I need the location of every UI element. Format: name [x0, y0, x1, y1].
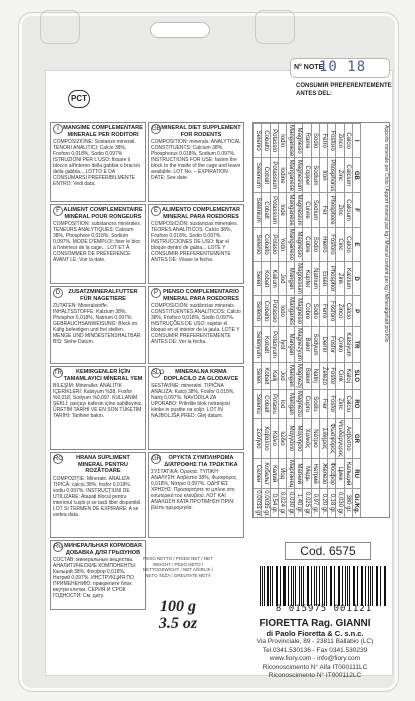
panel-lang-code: F — [53, 206, 63, 216]
table-cell: Kobalt — [262, 362, 270, 389]
table-cell: Potassium — [270, 193, 278, 227]
table-cell: Magneziu — [295, 390, 302, 417]
table-cell: Selénio — [254, 296, 262, 327]
barcode-bar — [377, 566, 378, 606]
barcode-bar — [368, 566, 369, 606]
table-cell: Zinco — [336, 296, 344, 327]
table-cell: Magnesium — [295, 263, 302, 295]
table-cell: Iron — [319, 158, 327, 193]
table-cell: Σελήνιο — [254, 418, 262, 458]
panel-lang-code: I — [53, 124, 63, 134]
table-cell: Manganese — [287, 125, 294, 157]
table-cell: Марганец — [287, 460, 294, 488]
table-cell: Φωσφόρος — [328, 418, 336, 458]
table-cell: Ασβέστιο — [344, 418, 352, 458]
table-cell: Çinko — [336, 327, 344, 363]
table-col-header: SLO — [352, 362, 360, 389]
table-heading: Apporto minerale per Chilo / Apport minéral par kg / Mineral content per kg / Mineralgehalt pro Kilo — [383, 125, 389, 343]
table-cell: Фосфор — [328, 459, 336, 489]
table-cell: İyot — [278, 327, 286, 363]
phone-line: Tel.0341.530136 - Fax 0341.530239 — [262, 646, 368, 654]
table-cell: Potassio — [270, 124, 278, 158]
table-cell: Χαλκός — [303, 418, 311, 458]
table-cell: Iodine — [278, 158, 286, 193]
net-weight-label: PESO NETTO / POIDS NET / NET WEIGHT / PESO NETO / NETTOGEWICHT / NET AĞIRLIK / NETO TEŽA / GREUTATE NETĂ — [142, 556, 214, 578]
table-cell: Selen — [254, 362, 262, 389]
table-cell: 0,025 gr. — [303, 489, 311, 518]
table-cell: Rame — [303, 124, 311, 158]
table-cell: Magnésium — [295, 194, 302, 226]
table-cell: Ιώδιο — [278, 418, 286, 458]
table-cell: Νάτριο — [311, 418, 319, 458]
table-cell: Fósforo — [328, 296, 336, 327]
barcode-bar — [288, 566, 289, 606]
table-cell: Sélénium — [254, 193, 262, 227]
table-cell: Fier — [319, 389, 327, 418]
table-cell: Seleniu — [254, 389, 262, 418]
table-cell: Κάλιο — [270, 418, 278, 458]
panel-e — [148, 204, 244, 284]
table-cell: Kobalt — [262, 262, 270, 296]
table-cell: Fosfor — [328, 389, 336, 418]
lot-box — [290, 58, 390, 78]
web-line: www.fiory.com - info@fiory.com — [269, 655, 361, 662]
panel-title: ZUSATZMINERALFUTTER FÜR NAGETIERE — [68, 289, 138, 302]
panel-tr — [50, 366, 146, 450]
barcode-bar — [334, 566, 335, 606]
barcode-bar — [276, 566, 277, 606]
panel-lang-code: RU — [54, 544, 63, 550]
panel-f — [50, 204, 146, 284]
barcode-bar — [370, 566, 371, 606]
table-cell: Selenio — [254, 124, 262, 158]
address-line: Via Provinciale, 89 - 23811 Ballabio (LC) — [256, 638, 374, 645]
brand-subtitle: di Paolo Fioretta & C. s.n.c. — [266, 629, 364, 638]
panel-lang-code: RO — [54, 456, 63, 462]
table-cell: Kalsiyum — [344, 327, 352, 363]
table-cell: Селен — [254, 459, 262, 489]
table-row — [336, 124, 344, 519]
panel-lang-code: D — [53, 288, 63, 298]
best-before-label: CONSUMIR PREFERENTEMENTE ANTES DEL: — [296, 83, 392, 97]
panel-body: COMPOZIȚIE: Minerale. ANALIZA TIPICĂ: calciu 38%, fosfor 0,018%, sodiu 0,097%. INSTRUCȚIUNI DE UTILIZARE: Atașați blocul pentru interiorul cuștii și se lasă liber disponibil. LOT SI TERMEN DE EXPIRARE: A se vedea data. — [53, 475, 142, 518]
table-cell: Magnezij — [295, 363, 302, 388]
table-cell: Phosphor — [328, 262, 336, 296]
panel-lang-code: P — [151, 288, 161, 298]
table-cell: Ferro — [319, 124, 327, 158]
panel-title: МИНЕРАЛЬНАЯ КОРМОВАЯ ДОБАВКА ДЛЯ ГРЫЗУНОВ — [64, 543, 142, 556]
table-cell: Kalij — [270, 362, 278, 389]
table-cell: Натрий — [311, 459, 319, 489]
table-cell: Йод — [278, 459, 286, 489]
table-cell: Iode — [278, 193, 286, 227]
table-cell: 0,030 gr. — [336, 489, 344, 518]
table-cell: Mangan — [287, 389, 295, 418]
table-col-header: Gr./Kg. — [352, 489, 360, 518]
table-cell: Μαγνήσιο — [295, 418, 303, 458]
table-cell: Cobalt — [262, 158, 270, 193]
table-cell: 380 gr. — [344, 489, 352, 518]
table-cell: Phosphore — [328, 193, 336, 227]
table-col-header: TR — [352, 327, 360, 363]
table-cell: Fosfor — [328, 362, 336, 389]
table-cell: Калий — [270, 459, 278, 489]
panel-title: ΟΡΥΚΤΑ ΣΥΜΠΛΗΡΩΜΑ ΔΙΑΤΡΟΦΗΣ ΓΙΑ ΤΡΩΚΤΙΚΑ — [164, 455, 238, 468]
table-cell: Fosforo — [328, 124, 336, 158]
panel-body: COMPOSICIÓN: sustancias minerales. TEORES ANALÍTICOS: Calcio 38%, Fósforo 0,018%, Sodio 0,097%. INSTRUCCIONES DE USO: fijar el bloque dentro de gabia... LOTE Y CONSUMIR PREFERENTEMENTE ANTES DE: Véase la fecha. — [151, 221, 238, 263]
panel-body: BİLEŞİM: Mineraller. ANALİTİK İÇERİKLERİ: Kalsiyum %38, Fosfor %0,018, Sodyum %0,097. KULLANIM ŞEKLİ: parçayı kafesin içine sabitleyiniz. ÜRETİM TARİHİ VE EN SON TÜKETİM TARİHİ: Tarihine bakın. — [53, 383, 143, 419]
table-cell: Calcium — [344, 193, 352, 227]
table-cell: Кальций — [344, 459, 352, 489]
barcode-bar — [384, 566, 385, 606]
table-cell: Кобальт — [262, 459, 270, 489]
table-cell: Mangan — [287, 327, 295, 363]
table-cell: Eisen — [319, 262, 327, 296]
table-cell: Fosfor — [328, 327, 336, 363]
table-cell: Cobre — [303, 227, 311, 261]
barcode-bar — [272, 566, 273, 606]
panel-body: ZUTATEN: Mineralstoffe. INHALTSSTOFFE: Kalzium 38%, Phosphor 0,018%, Natrium 0,097%. GEBRAUCHSANWEISUNG: Block im Käfig befestigen und frei stellen. MENGE UND MINDESTENSHALTBAR BIS: Siehe Datum. — [53, 303, 141, 345]
net-weight — [148, 598, 208, 632]
table-cell: 0,20 gr. — [319, 489, 327, 518]
table-cell: 0,97 gr. — [311, 489, 319, 518]
table-cell: Cobalto — [262, 296, 270, 327]
panel-body: SESTAVINE: mineralni. TIPIČNA ANALIZA: Kalcij 38%, Fosfor 0,018%, Natrij 0,097%. NAVODILA ZA UPORABO: Pritrdite blok notranjost kletke in pustite na voljo. LOT IN NAJBOLJŠA PRED: Glej datum. — [151, 383, 235, 419]
table-cell: Kobalt — [262, 327, 270, 363]
table-cell: Sódio — [311, 296, 319, 327]
barcode-bar — [316, 566, 317, 606]
table-cell: Potasio — [270, 227, 278, 261]
table-cell: Calcio — [344, 227, 352, 261]
table-cell: Zinc — [336, 193, 344, 227]
table-cell: Iodo — [278, 296, 286, 327]
table-cell: Calciu — [344, 389, 352, 418]
table-cell: Selenium — [254, 158, 262, 193]
table-cell: Μαγγάνιο — [287, 418, 295, 458]
table-cell: Kupfer — [303, 262, 311, 296]
table-cell: Selenyum — [254, 327, 262, 363]
panel-body: COMPOSITION: minerals. ANALYTICAL CONSTITUENTS: Calcium 38%, Phosphorus 0.018%, Sodium 0.097%. INSTRUCTIONS FOR USE: fasten the block to the inside of the cage and leave available. LOT No. – EXPIRATION DATE: See date. — [151, 139, 241, 181]
table-cell: Kalcij — [344, 362, 352, 389]
table-cell: Cuivre — [303, 193, 311, 227]
table-cell: Demir — [319, 327, 327, 363]
panel-title: ALIMENTO COMPLEMENTAR MINERAL PARA ROEDORES — [161, 207, 241, 220]
table-cell: 0,18 gr. — [328, 489, 336, 518]
table-col-header: GR — [352, 418, 360, 458]
table-row — [254, 124, 262, 519]
table-cell: Calcio — [344, 124, 352, 158]
table-cell: Cobalto — [262, 227, 270, 261]
panel-title: MINERAL DIET SUPPLEMENT FOR RODENTS — [161, 125, 241, 138]
approval-line-1: Riconoscimento N° Alfa IT000111LC — [262, 663, 368, 671]
table-row — [319, 124, 327, 519]
table-cell: Mangan — [287, 362, 295, 389]
barcode-bar — [361, 566, 362, 606]
table-cell: Sodio — [311, 124, 319, 158]
table-cell: Zinc — [336, 389, 344, 418]
table-cell: Zinco — [336, 124, 344, 158]
table-cell: Ψευδάργυρος — [336, 419, 343, 457]
table-cell: Zinc — [336, 158, 344, 193]
table-cell: Natrium — [311, 262, 319, 296]
table-cell: Железо — [319, 459, 327, 489]
table-col-header: D — [352, 262, 360, 296]
table-cell: Cobalto — [262, 124, 270, 158]
table-cell: 0,0033 gr. — [254, 490, 261, 517]
mineral-table — [253, 123, 361, 518]
table-cell: Κοβάλτιο — [262, 418, 270, 458]
table-cell: 0,030 gr. — [287, 489, 295, 518]
table-cell: 0,024 gr. — [278, 489, 286, 518]
table-cell: Potassium — [270, 158, 278, 193]
table-cell: Mangan — [287, 262, 295, 296]
lot-label: N° NOTE — [294, 64, 324, 71]
table-cell: Jod — [278, 362, 286, 389]
barcode-bar — [307, 566, 308, 606]
table-cell: Iod — [278, 389, 286, 418]
table-cell: Copper — [303, 158, 311, 193]
table-cell: Cink — [336, 362, 344, 389]
table-cell: Jod — [278, 262, 286, 296]
barcode-bar — [314, 566, 315, 606]
table-row — [278, 124, 286, 519]
table-cell: Медь — [303, 459, 311, 489]
panel-ru — [50, 540, 146, 610]
table-cell: 0,0035 gr. — [262, 490, 269, 517]
lot-value: 10 18 — [319, 59, 367, 75]
table-col-header: E — [352, 227, 360, 261]
table-col-header: I — [352, 124, 360, 158]
table-cell: Potasiu — [270, 389, 278, 418]
table-cell: Phosphorus — [328, 159, 335, 192]
table-cell: Cálcio — [344, 296, 352, 327]
table-cell: Manganèse — [287, 194, 294, 226]
panel-title: MINERALNA KRMA DOPLACILO ZA GLODAVCE — [163, 369, 239, 382]
table-cell: Цинк — [336, 459, 344, 489]
weight-grams: 100 g — [160, 598, 196, 615]
table-cell: Bakır — [303, 327, 311, 363]
table-row — [262, 124, 270, 519]
table-cell: Cobalt — [262, 389, 270, 418]
panel-title: KEMIRGENLER İÇİN TAMAMLAYICI MİNERAL YEM — [63, 369, 143, 382]
panel-lang-code: TR — [54, 370, 62, 376]
table-row — [287, 124, 295, 519]
table-cell: Cobre — [303, 296, 311, 327]
table-cell: Cupru — [303, 389, 311, 418]
panel-lang-code: GR — [152, 456, 161, 462]
table-cell: Ferro — [319, 296, 327, 327]
table-col-header: RO — [352, 389, 360, 418]
table-cell: Sodio — [311, 227, 319, 261]
table-cell: Sodyum — [311, 327, 319, 363]
table-cell: 1,40 gr. — [295, 489, 303, 518]
table-cell: Magnezyum — [295, 328, 302, 361]
table-cell: Magnesium — [295, 158, 303, 193]
table-cell: Manganeso — [287, 228, 294, 261]
certification-logo: PCT — [68, 90, 90, 108]
table-cell: Sodium — [311, 158, 319, 193]
table-col-header: GB — [352, 158, 360, 193]
table-cell: Fósforo — [328, 227, 336, 261]
panel-body: COMPOSIZIONE: Sostanze minerali. TENORI ANALITICI: Calcio 38%, Fosforo 0,018%, Sodio 0,097% ISTRUZIONI PER L'USO: fissare il blocco all'interno della gabbia o braccio della gabbia... LOTTO E DA CONSUMARSI PREFERIBILMENTE ENTRO: Vedi data. — [53, 139, 141, 187]
table-row — [303, 124, 311, 519]
table-row — [295, 124, 303, 519]
table-cell: Potasyum — [270, 327, 278, 363]
table-cell: Σίδηρος — [319, 418, 327, 458]
table-cell: Magnesio — [295, 227, 303, 261]
table-col-header: F — [352, 193, 360, 227]
table-cell: Hierro — [319, 227, 327, 261]
table-cell: Kalium — [270, 262, 278, 296]
table-row — [270, 124, 278, 519]
panel-body: COMPOSICIÓN: sustâncias minerais. CONSTITUENTES ANALÍTICOS: Cálcio 38%, Fósforo 0,018%, Sódio 0,097%. INSTRUÇÕES DE USO: sujetar el bloque en el interior de la jaula. LOTE Y CONSUMIR PREFERENTEMENTE ANTES DE: Ver la fecha. — [151, 303, 241, 345]
manufacturer-block — [240, 618, 390, 681]
table-cell: Магний — [295, 459, 303, 489]
table-cell: Cinc — [336, 227, 344, 261]
table-cell: Magnésio — [295, 296, 303, 327]
barcode — [258, 566, 390, 606]
weight-ounces: 3.5 oz — [158, 615, 198, 632]
table-col-header: P — [352, 296, 360, 327]
mineral-table-box — [252, 122, 390, 518]
panel-ro — [50, 452, 146, 538]
table-cell: 0,54 gr. — [270, 489, 278, 518]
table-cell: Zink — [336, 262, 344, 296]
table-cell: Železo — [319, 362, 327, 389]
blister-notch-left — [40, 10, 80, 44]
hanger-hole — [150, 22, 210, 38]
barcode-bar — [299, 566, 300, 606]
table-row — [311, 124, 319, 519]
panel-gr — [148, 452, 244, 538]
table-cell: Potássio — [270, 296, 278, 327]
table-cell: Selen — [254, 262, 262, 296]
barcode-bar — [347, 566, 348, 606]
barcode-bar — [326, 566, 327, 606]
panel-slo — [148, 366, 244, 450]
panel-title: ALIMENT COMPLEMENTAIRE MINÉRAL POUR RONGEURS — [63, 207, 143, 220]
table-cell: Calcium — [344, 158, 352, 193]
blister-notch-right — [255, 10, 295, 44]
panel-p — [148, 286, 244, 364]
table-cell: Sodium — [311, 193, 319, 227]
barcode-bar — [295, 566, 296, 606]
panel-body: COMPOSITION: substances minérales. TENEURS ANALYTIQUES: Calcium 38%, Phosphore 0,018%, Sodium 0,097%. MODE D'EMPLOI: fixer le bloc à l'intérieur de la cage... LOT ET À CONSOMMER DE PRÉFÉRENCE AVANT LE: Voir la date. — [53, 221, 142, 263]
ean-number: 8 015975 001121 — [275, 604, 373, 614]
panel-title: PIENSO COMPLEMENTARIO MINERAL PARA ROEDORES — [162, 289, 240, 302]
panel-title: MANGIME COMPLEMENTARE MINERALE PER RODITORI — [63, 125, 143, 138]
table-cell: Kalzium — [344, 262, 352, 296]
table-cell: Selenio — [254, 227, 262, 261]
table-cell: Fer — [319, 193, 327, 227]
table-row — [344, 124, 352, 519]
barcode-bar — [260, 566, 261, 606]
barcode-bar — [342, 566, 343, 606]
panel-lang-code: SLO — [152, 370, 165, 376]
panel-title: HRANA SUPLIMENT MINERAL PENTRU ROZĂTOARE — [76, 455, 130, 474]
panel-body: СОСТАВ: минеральные вещества. АНАЛИТИЧЕСКИЕ КОМПОНЕНТЫ: Кальций 38%, Фосфор 0,018%, Натрий 0,097%. ИНСТРУКЦИЯ ПО ПРИМЕНЕНИЮ: прикрепите блок внутри клетки. СЕРИЯ И СРОК ГОДНОСТИ: См. дату. — [53, 557, 137, 599]
panel-lang-code: E — [151, 206, 161, 216]
table-col-header: RU — [352, 459, 360, 489]
product-code: Cod. 6575 — [285, 542, 371, 560]
table-cell: Yodo — [278, 227, 286, 261]
panel-gb — [148, 122, 244, 202]
panel-lang-code: GB — [152, 126, 161, 132]
table-cell: Cobalt — [262, 193, 270, 227]
table-cell: Manganês — [287, 297, 294, 326]
table-cell: Natrij — [311, 362, 319, 389]
panel-i — [50, 122, 146, 202]
approval-line-2: Riconoscimento N° IT000112LC — [268, 672, 362, 679]
barcode-bar — [284, 566, 285, 606]
barcode-bar — [267, 566, 268, 606]
table-cell: Iodio — [278, 124, 286, 158]
barcode-bar — [330, 566, 331, 606]
panel-d — [50, 286, 146, 364]
panel-body: ΣΥΣΤΑΤΙΚΑ: Ορυκτά. ΤΥΠΙΚΗ ΑΝΑΛΥΣΗ: Ασβέστιο 38%, Φωσφόρος 0,018%, Νάτριο 0,097%. ΟΔΗΓΙΕΣ ΧΡΗΣΗΣ: Προσαρτήστε το μπλοκ στο εσωτερικό του κλουβιού. ΛΟΤ ΚΑΙ ΑΝΑΛΩΣΗ ΚΑΤΑ ΠΡΟΤΙΜΗΣΗ ΠΡΙΝ: βλέπε ημερομηνία. — [151, 469, 237, 511]
brand-name: FIORETTA Rag. GIANNI — [259, 618, 371, 629]
table-cell: Baker — [303, 362, 311, 389]
table-cell: Manganese — [287, 159, 294, 192]
table-row — [328, 124, 336, 519]
table-cell: Magnesio — [295, 124, 303, 158]
barcode-bar — [354, 566, 355, 606]
table-cell: Sodiu — [311, 389, 319, 418]
